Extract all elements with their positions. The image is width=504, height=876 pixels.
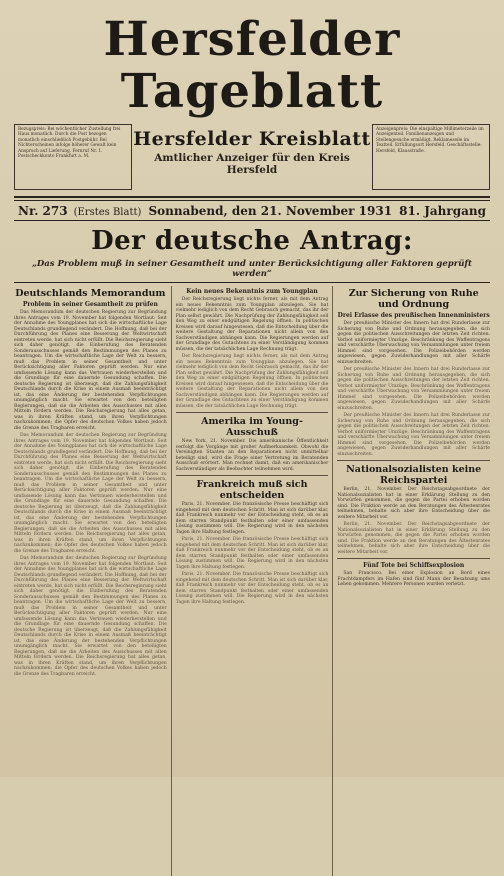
masthead-title: Hersfelder Tageblatt (103, 12, 401, 119)
column-middle (176, 286, 334, 876)
article-title-ordnung: Zur Sicherung von Ruhe und Ordnung (348, 288, 479, 310)
masthead-subtitle (132, 124, 372, 190)
article-title-youngplan: Kein neues Bekenntnis zum Youngplan (186, 288, 318, 295)
article-body-nationalsozialisten: Berlin, 21. November. Der Reichstagsabgeordnete der Nationalsozialisten hat in einer Erklärung Stellung zu den Vorwürfen genommen, die gegen die Partei erhoben worden sind. Die Fraktion werde an den Beratungen des Ältestenrates teilnehmen, behalte sich aber ihre Entscheidung über die weitere Mitarbeit vor. (337, 487, 491, 520)
article-body-ordnung: Der preußische Minister des Innern hat drei Runderlasse zur Sicherung von Ruhe und Ordnung herausgegeben, die sich gegen die politischen Ausschreitungen der letzten Zeit richten. Verbot uniformierter Umzüge, Beschränkung des Waffentragens und verschärfte Überwachung von Versammlungen unter freiem Himmel sind vorgesehen. Die Polizeibehörden werden angewiesen, gegen Zuwiderhandlungen mit aller Schärfe einzuschreiten. (337, 321, 491, 365)
article-title-memorandum: Deutschlands Memorandum (15, 288, 166, 299)
right-info-box: Anzeigenpreis: Die einspaltige Millimeterzeile im Anzeigenteil. Familienanzeigen und Stellengesuche ermäßigt. Reklamezeile im Textteil. Erfüllungsort Hersfeld. Geschäftsstelle: Hersfeld, Klausstraße. (372, 124, 490, 190)
article-body-memorandum: Das Memorandum der deutschen Regierung zur Begründung ihres Antrages vom 19. November hat folgenden Wortlaut: Seit der Annahme des Youngplanes hat sich die wirtschaftliche Lage Deutschlands grundlegend verändert. Die Hoffnung, daß bei der Durchführung des Planes eine Besserung der Weltwirtschaft eintreten werde, hat sich nicht erfüllt. Die Reichsregierung sieht sich daher genötigt, die Einberufung des Beratenden Sonderausschusses gemäß den Bestimmungen des Planes zu beantragen. Um die wirtschaftliche Lage der Welt zu bessern, muß das Problem in seiner Gesamtheit und unter Berücksichtigung aller Faktoren geprüft werden. Nur eine umfassende Lösung kann das Vertrauen wiederherstellen und die Grundlage für eine dauernde Gesundung schaffen. Die deutsche Regierung ist überzeugt, daß die Zahlungsfähigkeit Deutschlands durch die Krise in einem Ausmaß beeinträchtigt ist, das eine Änderung der bestehenden Verpflichtungen unumgänglich macht. Sie erwartet von den beteiligten Regierungen, daß sie die Arbeiten des Ausschusses mit allen Mitteln fördern werden. Die Reichsregierung hat alles getan, was in ihren Kräften stand, um ihren Verpflichtungen nachzukommen; die Opfer des deutschen Volkes haben jedoch die Grenze des Tragbaren erreicht. (14, 310, 167, 431)
masthead-info-row (14, 124, 490, 190)
kreisblatt-title: Hersfelder Kreisblatt (133, 128, 371, 150)
article-subtitle-ordnung: Drei Erlasse des preußischen Innenministers (337, 312, 490, 319)
dateline-rule (14, 220, 490, 221)
official-gazette-line: Amtlicher Anzeiger für den Kreis Hersfeld (154, 152, 350, 176)
main-subheadline: „Das Problem muß in seiner Gesamtheit und unter Berücksichtigung aller Faktoren geprüft werden“ (32, 259, 472, 279)
article-body-frankreich-cont2: Paris, 21. November. Die französische Presse beschäftigt sich eingehend mit dem deutschen Schritt. Man ist sich darüber klar, daß Frankreich nunmehr vor der Entscheidung steht, ob es an dem starren Standpunkt festhalten oder einer umfassenden Lösung zustimmen will. Die Regierung wird in den nächsten Tagen ihre Haltung festlegen. (175, 572, 329, 605)
article-title-nationalsozialisten: Nationalsozialisten keine Reichspartei (346, 464, 482, 486)
issue-number: Nr. 273 (Erstes Blatt) (18, 204, 142, 218)
column-right (337, 286, 490, 876)
volume-year: 81. Jahrgang (399, 204, 486, 218)
article-body-nationalsozialisten-cont: Berlin, 21. November. Der Reichstagsabgeordnete der Nationalsozialisten hat in einer Erklärung Stellung zu den Vorwürfen genommen, die gegen die Partei erhoben worden sind. Die Fraktion werde an den Beratungen des Ältestenrates teilnehmen, behalte sich aber ihre Entscheidung über die weitere Mitarbeit vor. (337, 522, 491, 555)
dateline (14, 201, 490, 220)
article-title-amerika: Amerika im Young-Ausschuß (201, 416, 303, 438)
article-body-frankreich-cont: Paris, 21. November. Die französische Presse beschäftigt sich eingehend mit dem deutschen Schritt. Man ist sich darüber klar, daß Frankreich nunmehr vor der Entscheidung steht, ob es an dem starren Standpunkt festhalten oder einer umfassenden Lösung zustimmen will. Die Regierung wird in den nächsten Tagen ihre Haltung festlegen. (175, 537, 329, 570)
column-divider (337, 460, 490, 461)
article-body-ordnung-cont: Der preußische Minister des Innern hat drei Runderlasse zur Sicherung von Ruhe und Ordnung herausgegeben, die sich gegen die politischen Ausschreitungen der letzten Zeit richten. Verbot uniformierter Umzüge, Beschränkung des Waffentragens und verschärfte Überwachung von Versammlungen unter freiem Himmel sind vorgesehen. Die Polizeibehörden werden angewiesen, gegen Zuwiderhandlungen mit aller Schärfe einzuschreiten. (337, 367, 491, 411)
main-headline: Der deutsche Antrag: (91, 226, 413, 256)
article-title-schiffsexplosion: Fünf Tote bei Schiffsexplosion (363, 562, 465, 569)
issue-date: Sonnabend, den 21. November 1931 (148, 204, 393, 218)
article-body-schiffsexplosion: San Francisco. Bei einer Explosion an Bord eines Frachtdampfers im Hafen sind fünf Mann der Besatzung ums Leben gekommen. Mehrere Personen wurden verletzt. (337, 571, 491, 587)
column-divider (176, 412, 329, 413)
column-left (14, 286, 172, 876)
article-title-frankreich: Frankreich muß sich entscheiden (196, 479, 308, 501)
article-body-youngplan-cont: Der Reichsregierung liegt nichts ferner, als mit dem Antrag ein neues Bekenntnis zum Youngplan abzulegen. Sie hat vielmehr lediglich von dem Recht Gebrauch gemacht, das ihr der Plan selbst gewährt. Die Nachprüfung der Zahlungsfähigkeit soll den Weg zu einer endgültigen Regelung öffnen. In politischen Kreisen wird darauf hingewiesen, daß die Entscheidung über die weitere Gestaltung der Reparationen nicht allein von den Sachverständigen abhängen kann. Die Regierungen werden auf der Grundlage des Gutachtens zu einer Verständigung kommen müssen, die der tatsächlichen Lage Rechnung trägt. (175, 354, 329, 409)
left-info-box: Bezugspreis: Bei wöchentlicher Zustellung frei Haus monatlich. Durch die Post bezogen monatlich einschließlich Postgebühr. Bei Nichterscheinen infolge höherer Gewalt kein Anspruch auf Lieferung. Fernruf Nr. 1. Postscheckkonto Frankfurt a. M. (14, 124, 132, 190)
article-subtitle-memorandum: Problem in seiner Gesamtheit zu prüfen (22, 301, 158, 308)
article-body-ordnung-cont2: Der preußische Minister des Innern hat drei Runderlasse zur Sicherung von Ruhe und Ordnung herausgegeben, die sich gegen die politischen Ausschreitungen der letzten Zeit richten. Verbot uniformierter Umzüge, Beschränkung des Waffentragens und verschärfte Überwachung von Versammlungen unter freiem Himmel sind vorgesehen. Die Polizeibehörden werden angewiesen, gegen Zuwiderhandlungen mit aller Schärfe einzuschreiten. (337, 413, 491, 457)
article-body-frankreich: Paris, 21. November. Die französische Presse beschäftigt sich eingehend mit dem deutschen Schritt. Man ist sich darüber klar, daß Frankreich nunmehr vor der Entscheidung steht, ob es an dem starren Standpunkt festhalten oder einer umfassenden Lösung zustimmen will. Die Regierung wird in den nächsten Tagen ihre Haltung festlegen. (175, 502, 329, 535)
column-divider (337, 558, 490, 559)
article-body-memorandum-cont: Das Memorandum der deutschen Regierung zur Begründung ihres Antrages vom 19. November hat folgenden Wortlaut: Seit der Annahme des Youngplanes hat sich die wirtschaftliche Lage Deutschlands grundlegend verändert. Die Hoffnung, daß bei der Durchführung des Planes eine Besserung der Weltwirtschaft eintreten werde, hat sich nicht erfüllt. Die Reichsregierung sieht sich daher genötigt, die Einberufung des Beratenden Sonderausschusses gemäß den Bestimmungen des Planes zu beantragen. Um die wirtschaftliche Lage der Welt zu bessern, muß das Problem in seiner Gesamtheit und unter Berücksichtigung aller Faktoren geprüft werden. Nur eine umfassende Lösung kann das Vertrauen wiederherstellen und die Grundlage für eine dauernde Gesundung schaffen. Die deutsche Regierung ist überzeugt, daß die Zahlungsfähigkeit Deutschlands durch die Krise in einem Ausmaß beeinträchtigt ist, das eine Änderung der bestehenden Verpflichtungen unumgänglich macht. Sie erwartet von den beteiligten Regierungen, daß sie die Arbeiten des Ausschusses mit allen Mitteln fördern werden. Die Reichsregierung hat alles getan, was in ihren Kräften stand, um ihren Verpflichtungen nachzukommen; die Opfer des deutschen Volkes haben jedoch die Grenze des Tragbaren erreicht. (14, 433, 167, 554)
edition-label: (Erstes Blatt) (73, 207, 142, 218)
article-columns (14, 282, 490, 876)
article-body-amerika: New York, 21. November. Die amerikanische Öffentlichkeit verfolgt die Vorgänge mit großer Aufmerksamkeit. Obwohl die Vereinigten Staaten an den Reparationen nicht unmittelbar beteiligt sind, wird die Frage einer Vertretung im Beratenden Ausschuß erörtert. Man rechnet damit, daß ein amerikanischer Sachverständiger als Beobachter teilnehmen wird. (175, 439, 329, 472)
article-body-memorandum-cont2: Das Memorandum der deutschen Regierung zur Begründung ihres Antrages vom 19. November hat folgenden Wortlaut: Seit der Annahme des Youngplanes hat sich die wirtschaftliche Lage Deutschlands grundlegend verändert. Die Hoffnung, daß bei der Durchführung des Planes eine Besserung der Weltwirtschaft eintreten werde, hat sich nicht erfüllt. Die Reichsregierung sieht sich daher genötigt, die Einberufung des Beratenden Sonderausschusses gemäß den Bestimmungen des Planes zu beantragen. Um die wirtschaftliche Lage der Welt zu bessern, muß das Problem in seiner Gesamtheit und unter Berücksichtigung aller Faktoren geprüft werden. Nur eine umfassende Lösung kann das Vertrauen wiederherstellen und die Grundlage für eine dauernde Gesundung schaffen. Die deutsche Regierung ist überzeugt, daß die Zahlungsfähigkeit Deutschlands durch die Krise in einem Ausmaß beeinträchtigt ist, das eine Änderung der bestehenden Verpflichtungen unumgänglich macht. Sie erwartet von den beteiligten Regierungen, daß sie die Arbeiten des Ausschusses mit allen Mitteln fördern werden. Die Reichsregierung hat alles getan, was in ihren Kräften stand, um ihren Verpflichtungen nachzukommen; die Opfer des deutschen Volkes haben jedoch die Grenze des Tragbaren erreicht. (14, 556, 167, 677)
column-divider (176, 475, 329, 476)
article-body-youngplan: Der Reichsregierung liegt nichts ferner, als mit dem Antrag ein neues Bekenntnis zum Youngplan abzulegen. Sie hat vielmehr lediglich von dem Recht Gebrauch gemacht, das ihr der Plan selbst gewährt. Die Nachprüfung der Zahlungsfähigkeit soll den Weg zu einer endgültigen Regelung öffnen. In politischen Kreisen wird darauf hingewiesen, daß die Entscheidung über die weitere Gestaltung der Reparationen nicht allein von den Sachverständigen abhängen kann. Die Regierungen werden auf der Grundlage des Gutachtens zu einer Verständigung kommen müssen, die der tatsächlichen Lage Rechnung trägt. (175, 297, 329, 352)
